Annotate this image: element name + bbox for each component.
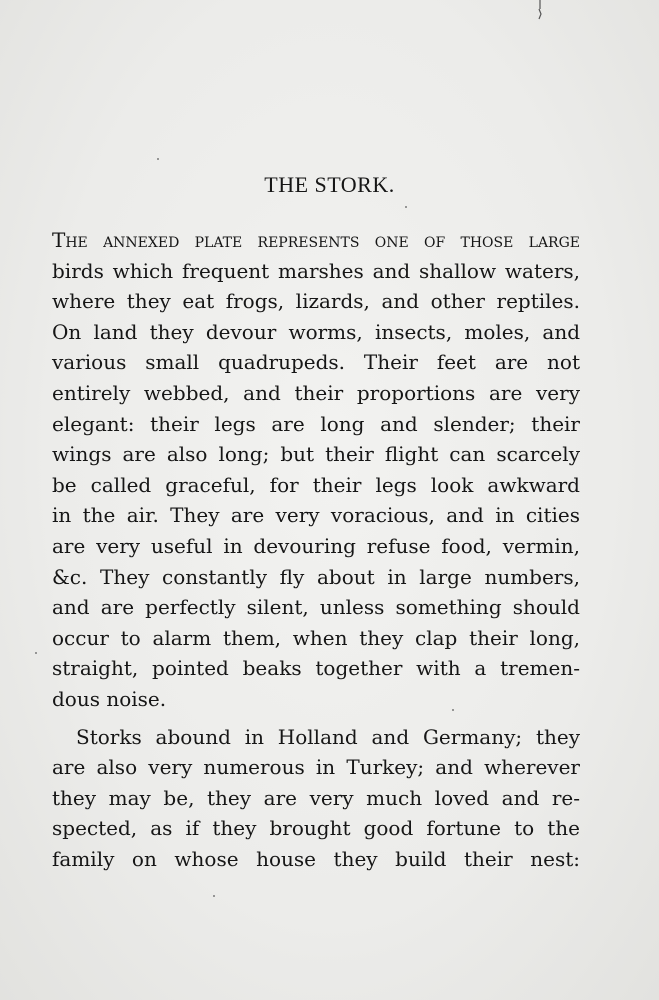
text-line: birds which frequent marshes and shallow waters, (52, 258, 580, 283)
text-line: are also very numerous in Turkey; and wherever (52, 755, 580, 780)
paragraph (52, 722, 580, 875)
text-line: spected, as if they brought good fortune to the (52, 816, 580, 841)
text-line: wings are also long; but their flight can scarcely (52, 442, 580, 467)
text-line (52, 225, 580, 256)
text-line: and are perfectly silent, unless something should (52, 595, 580, 620)
text-line: elegant: their legs are long and slender; their (52, 411, 580, 436)
text-line: where they eat frogs, lizards, and other reptiles. (52, 289, 580, 314)
text-line: family on whose house they build their nest: (52, 846, 580, 871)
text-line: On land they devour worms, insects, moles, and (52, 319, 580, 344)
paper-speck (452, 709, 454, 711)
paper-speck (213, 895, 215, 897)
text-line: &c. They constantly fly about in large numbers, (52, 564, 580, 589)
page-edge-mark (536, 0, 544, 22)
chapter-title: THE STORK. (264, 172, 395, 197)
text-line: are very useful in devouring refuse food, vermin, (52, 533, 580, 558)
text-line: Storks abound in Holland and Germany; they (76, 724, 580, 749)
text-line: entirely webbed, and their proportions are very (52, 380, 580, 405)
paragraph (52, 225, 580, 715)
text-line: straight, pointed beaks together with a tremen- (52, 656, 580, 681)
body-text (52, 225, 580, 874)
text-line: in the air. They are very voracious, and in cities (52, 503, 580, 528)
paper-speck (35, 652, 37, 654)
text-line: they may be, they are very much loved and re- (52, 785, 580, 810)
text-line: be called graceful, for their legs look awkward (52, 472, 580, 497)
text-line-lead: The annexed plate represents one of those large (52, 228, 580, 252)
paper-speck (157, 158, 159, 160)
text-line: dous noise. (52, 686, 167, 711)
text-line: various small quadrupeds. Their feet are not (52, 350, 580, 375)
text-line: occur to alarm them, when they clap their long, (52, 625, 580, 650)
paper-speck (405, 206, 407, 208)
